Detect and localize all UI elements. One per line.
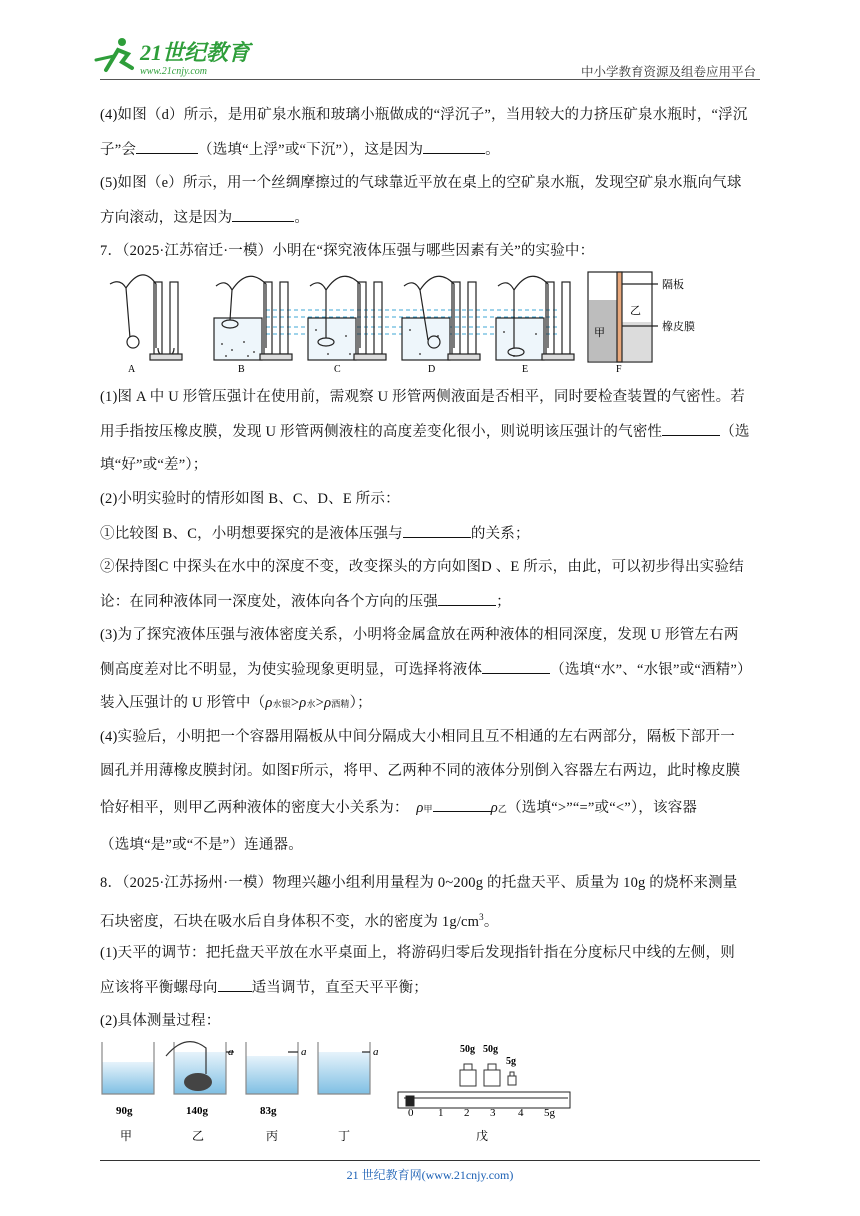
q6-part4-line2: 子”会 （选填“上浮”或“下沉”），这是因为 。: [100, 138, 762, 161]
svg-text:甲: 甲: [120, 1129, 133, 1143]
svg-text:a: a: [228, 1046, 234, 1058]
q8-part1-line1: (1)天平的调节：把托盘天平放在水平桌面上，将游码归零后发现指针指在分度标尺中线的左侧，则: [100, 945, 735, 961]
q7-part2-item2-line1: ②保持图C 中探头在水中的深度不变，改变探头的方向如图D 、E 所示，由此，可以初步得出实验结: [100, 559, 744, 575]
apparatus-a: [110, 275, 182, 360]
apparatus-c: [308, 276, 386, 360]
svg-text:橡皮膜: 橡皮膜: [662, 321, 695, 333]
answer-blank[interactable]: [232, 206, 294, 222]
rider-scale: [398, 1092, 570, 1108]
q7-figure-u-tube-manometers: [98, 270, 718, 374]
q6-part5-line1: (5)如图（e）所示，用一个丝绸摩擦过的气球靠近平放在桌上的空矿泉水瓶，发现空矿泉水瓶向气球: [100, 175, 742, 191]
svg-text:隔板: 隔板: [662, 279, 684, 291]
footer-link[interactable]: 21 世纪教育网(www.21cnjy.com): [346, 1168, 514, 1182]
svg-text:丙: 丙: [266, 1129, 279, 1143]
svg-text:4: 4: [518, 1107, 524, 1119]
q7-part2-item1: ①比较图 B、C，小明想要探究的是液体压强与 的关系；: [100, 522, 762, 545]
apparatus-d: [402, 276, 480, 360]
svg-text:A: A: [128, 364, 136, 374]
svg-text:a: a: [301, 1046, 307, 1058]
svg-text:90g: 90g: [116, 1105, 133, 1117]
q8-title-line1: 8．（2025·江苏扬州·一模）物理兴趣小组利用量程为 0~200g 的托盘天平、质量为 10g 的烧杯来测量: [100, 875, 738, 891]
q7-part1-line2: 用手指按压橡皮膜，发现 U 形管两侧液柱的高度差变化很小，则说明该压强计的气密性 （选: [100, 420, 762, 443]
q7-part3-line2: 侧高度差对比不明显，为使实验现象更明显，可选择将液体 （选填“水”、“水银”或“酒精”）: [100, 658, 762, 681]
svg-text:乙: 乙: [630, 305, 641, 317]
svg-text:B: B: [238, 364, 245, 374]
q8-title-line2: 石块密度，石块在吸水后自身体积不变，水的密度为 $1g/cm^3$。: [100, 912, 499, 930]
beaker-bing: [246, 1042, 298, 1094]
platform-title: 中小学教育资源及组卷应用平台: [580, 64, 756, 79]
q7-part4-line1: (4)实验后，小明把一个容器用隔板从中间分隔成大小相同且互不相通的左右两部分，隔板下部开一: [100, 729, 735, 745]
answer-blank[interactable]: [136, 138, 198, 154]
svg-text:5g: 5g: [544, 1107, 555, 1119]
svg-text:3: 3: [490, 1107, 496, 1119]
beaker-ding: [318, 1042, 370, 1094]
q7-part4-line3: 恰好相平，则甲乙两种液体的密度大小关系为： ρ甲 ρ乙（选填“>”“=”或“<”），该容器: [100, 796, 762, 820]
svg-text:50g: 50g: [460, 1044, 475, 1055]
svg-text:50g: 50g: [483, 1044, 498, 1055]
svg-text:C: C: [334, 364, 341, 374]
svg-text:F: F: [616, 364, 622, 374]
svg-text:丁: 丁: [338, 1129, 351, 1143]
q6-part4-line1: (4)如图（d）所示，是用矿泉水瓶和玻璃小瓶做成的“浮沉子”，当用较大的力挤压矿泉水瓶时，“浮沉: [100, 107, 748, 123]
q7-part1-line3: 填“好”或“差”）；: [100, 457, 208, 473]
answer-blank[interactable]: [433, 796, 491, 812]
svg-text:www.21cnjy.com: www.21cnjy.com: [140, 66, 208, 77]
q7-title: 7．（2025·江苏宿迁·一模）小明在“探究液体压强与哪些因素有关”的实验中：: [100, 243, 595, 259]
weights: [460, 1064, 516, 1086]
svg-text:5g: 5g: [506, 1056, 516, 1067]
svg-text:戊: 戊: [476, 1129, 489, 1143]
q7-part3-line3: 装入压强计的 U 形管中（ρ水银>ρ水>ρ酒精）；: [100, 695, 372, 711]
svg-text:甲: 甲: [594, 327, 605, 339]
header-divider: [100, 79, 760, 80]
q7-part2: (2)小明实验时的情形如图 B、C、D、E 所示：: [100, 491, 400, 507]
q7-part4-line2: 圆孔并用薄橡皮膜封闭。如图F所示，将甲、乙两种不同的液体分别倒入容器左右两边，此时橡皮膜: [100, 763, 741, 779]
q7-part1-line1: (1)图 A 中 U 形管压强计在使用前，需观察 U 形管两侧液面是否相平，同时要检查装置的气密性。若: [100, 389, 745, 405]
beaker-jia: [102, 1042, 154, 1094]
svg-text:乙: 乙: [192, 1129, 205, 1143]
q8-part1-line2: 应该将平衡螺母向 适当调节，直至天平平衡；: [100, 976, 762, 999]
beaker-yi: [166, 1042, 234, 1094]
answer-blank[interactable]: [482, 658, 550, 674]
footer-divider: [100, 1160, 760, 1161]
answer-blank[interactable]: [218, 976, 252, 992]
answer-blank[interactable]: [662, 420, 720, 436]
apparatus-e: [496, 276, 574, 360]
q8-part2: (2)具体测量过程：: [100, 1013, 221, 1029]
site-logo: [92, 36, 262, 80]
q6-part5-line2: 方向滚动，这是因为 。: [100, 206, 762, 229]
q7-part2-item2-line2: 论：在同种液体同一深度处，液体向各个方向的压强 ；: [100, 590, 762, 613]
figure-letters: [128, 364, 622, 374]
svg-text:E: E: [522, 364, 529, 374]
svg-text:21世纪教育: 21世纪教育: [140, 40, 251, 65]
apparatus-f-container: [588, 272, 658, 362]
q8-figure-beakers-and-balance: [98, 1034, 578, 1146]
answer-blank[interactable]: [403, 522, 471, 538]
apparatus-b: [214, 276, 292, 360]
q7-part4-line4: （选填“是”或“不是”）连通器。: [100, 837, 303, 853]
answer-blank[interactable]: [438, 590, 496, 606]
svg-text:D: D: [428, 364, 436, 374]
svg-text:a: a: [373, 1046, 379, 1058]
answer-blank[interactable]: [423, 138, 485, 154]
svg-text:1: 1: [438, 1107, 444, 1119]
page-header: [0, 0, 860, 90]
svg-text:83g: 83g: [260, 1105, 277, 1117]
svg-text:140g: 140g: [186, 1105, 208, 1117]
svg-text:0: 0: [408, 1107, 414, 1119]
svg-text:2: 2: [464, 1107, 470, 1119]
q7-part3-line1: (3)为了探究液体压强与液体密度关系，小明将金属盒放在两种液体的相同深度，发现 U 形管左右两: [100, 627, 739, 643]
